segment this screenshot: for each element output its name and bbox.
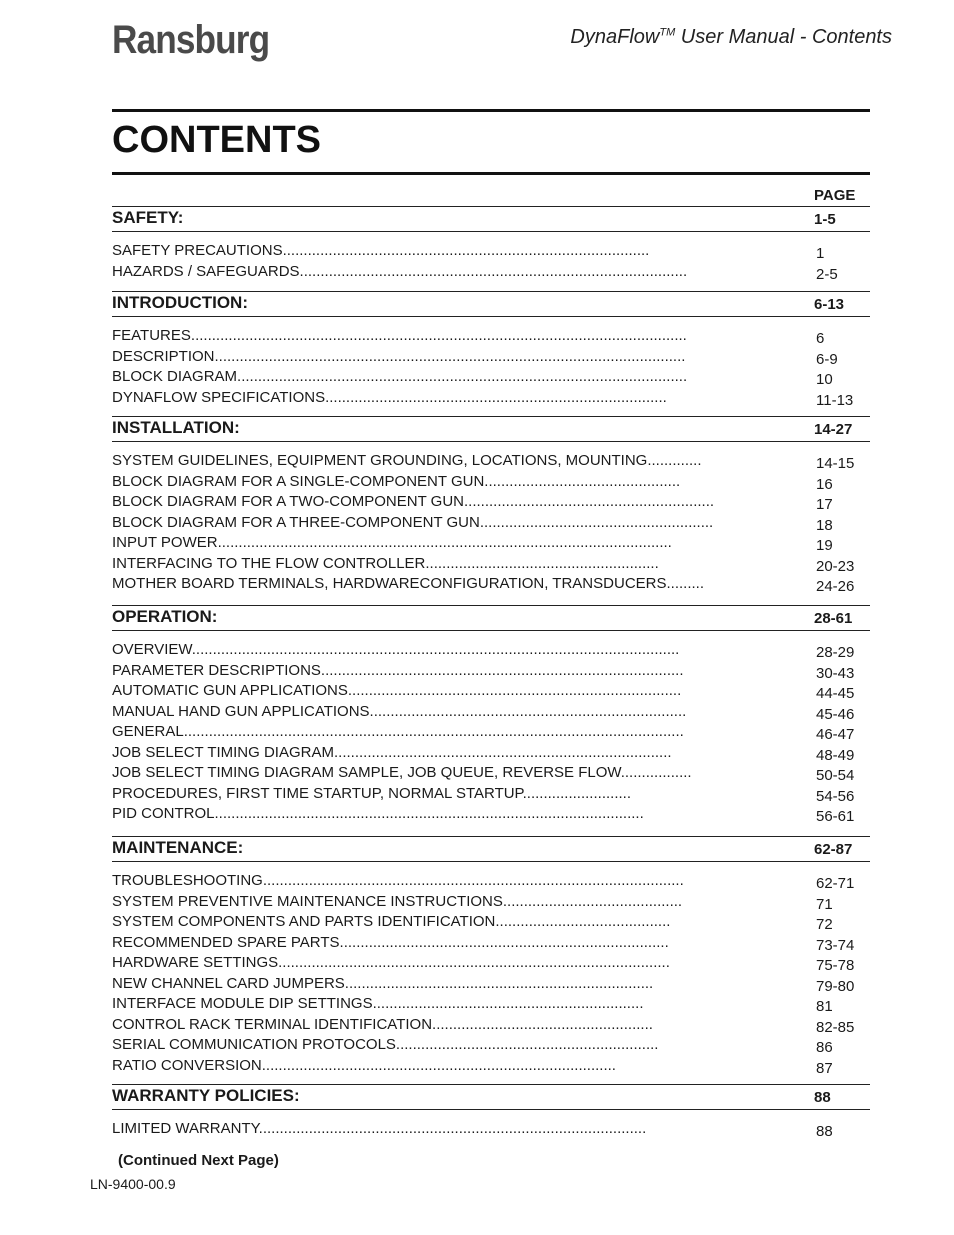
toc-entry-page: 56-61 <box>816 808 855 825</box>
toc-entry[interactable] <box>112 493 870 514</box>
toc-entry-page: 45-46 <box>816 705 855 723</box>
toc-entry-page: 30-43 <box>816 664 855 682</box>
toc-entry-label: TROUBLESHOOTING..................................................................................................... <box>112 872 684 889</box>
section-page-range: 6-13 <box>814 296 845 313</box>
toc-entry[interactable] <box>112 682 870 703</box>
toc-entry[interactable] <box>112 327 870 348</box>
toc-entry-page: 14-15 <box>816 455 855 472</box>
toc-entry[interactable] <box>112 744 870 765</box>
toc-entry-page: 50-54 <box>816 767 855 784</box>
toc-entry-label: INTERFACING TO THE FLOW CONTROLLER........................................................ <box>112 554 659 572</box>
section-title: INTRODUCTION: <box>112 293 248 312</box>
section-page-range: 88 <box>814 1089 831 1106</box>
section-entries <box>112 242 870 283</box>
toc-section <box>112 836 870 1077</box>
toc-entry[interactable] <box>112 913 870 934</box>
section-page-range: 28-61 <box>814 610 853 627</box>
toc-entry-label: HARDWARE SETTINGS.............................................................................................. <box>112 954 670 971</box>
ransburg-logo: Ransburg <box>112 18 270 62</box>
toc-entry-label: DESCRIPTION................................................................................................................. <box>112 347 686 365</box>
toc-entry-label: PID CONTROL....................................................................................................... <box>112 805 644 822</box>
toc-entry[interactable] <box>112 975 870 996</box>
section-header <box>112 416 870 442</box>
toc-entry-label: BLOCK DIAGRAM............................................................................................................ <box>112 368 688 385</box>
page-title: CONTENTS <box>112 119 321 161</box>
toc-entry-label: SERIAL COMMUNICATION PROTOCOLS............................................................... <box>112 1036 659 1053</box>
toc-entry-page: 18 <box>816 516 833 534</box>
toc-entry-label: GENERAL........................................................................................................................ <box>112 723 684 740</box>
toc-entry-label: MOTHER BOARD TERMINALS, HARDWARECONFIGURATION, TRANSDUCERS......... <box>112 575 704 592</box>
toc-entry-page: 2-5 <box>816 265 838 283</box>
toc-entry-page: 28-29 <box>816 644 855 661</box>
document-header-title <box>570 26 892 49</box>
toc-entry-label: CONTROL RACK TERMINAL IDENTIFICATION..................................................... <box>112 1015 653 1033</box>
heading-divider <box>112 172 870 175</box>
toc-entry-label: AUTOMATIC GUN APPLICATIONS................................................................................ <box>112 682 682 699</box>
toc-entry-page: 44-45 <box>816 685 855 702</box>
toc-entry[interactable] <box>112 995 870 1016</box>
toc-entry-label: MANUAL HAND GUN APPLICATIONS............................................................................ <box>112 702 687 720</box>
toc-entry[interactable] <box>112 934 870 955</box>
toc-entry[interactable] <box>112 389 870 410</box>
toc-section <box>112 291 870 409</box>
toc-entry-page: 71 <box>816 895 833 913</box>
section-entries <box>112 327 870 409</box>
toc-entry-label: SYSTEM PREVENTIVE MAINTENANCE INSTRUCTIONS........................................... <box>112 892 683 910</box>
toc-entry[interactable] <box>112 662 870 683</box>
header-title-suffix: User Manual - Contents <box>675 26 892 48</box>
toc-entry-page: 87 <box>816 1059 833 1077</box>
toc-entry-label: BLOCK DIAGRAM FOR A TWO-COMPONENT GUN............................................................ <box>112 493 715 510</box>
toc-entry-page: 19 <box>816 537 833 554</box>
page-column-label: PAGE <box>814 187 856 204</box>
toc-entry-label: SYSTEM COMPONENTS AND PARTS IDENTIFICATION.......................................... <box>112 913 671 930</box>
toc-entry[interactable] <box>112 723 870 744</box>
toc-entry[interactable] <box>112 452 870 473</box>
toc-entry-label: OVERVIEW..................................................................................................................... <box>112 641 680 658</box>
toc-entry[interactable] <box>112 534 870 555</box>
toc-entry-page: 10 <box>816 371 833 388</box>
toc-entry[interactable] <box>112 805 870 826</box>
toc-entry-page: 54-56 <box>816 787 855 805</box>
toc-entry-label: NEW CHANNEL CARD JUMPERS.......................................................................... <box>112 974 654 992</box>
toc-entry[interactable] <box>112 785 870 806</box>
toc-entry[interactable] <box>112 1120 870 1141</box>
toc-entry-page: 16 <box>816 475 833 493</box>
toc-entry[interactable] <box>112 555 870 576</box>
toc-entry-page: 46-47 <box>816 726 855 743</box>
section-page-range: 14-27 <box>814 421 853 438</box>
toc-entry[interactable] <box>112 368 870 389</box>
section-title: WARRANTY POLICIES: <box>112 1086 300 1105</box>
toc-entry-page: 86 <box>816 1039 833 1056</box>
section-title: INSTALLATION: <box>112 418 240 437</box>
section-header <box>112 206 870 232</box>
toc-entry-page: 6-9 <box>816 350 838 368</box>
toc-section <box>112 206 870 283</box>
toc-entry[interactable] <box>112 263 870 284</box>
toc-entry-page: 81 <box>816 998 833 1015</box>
document-code: LN-9400-00.9 <box>90 1176 176 1192</box>
section-title: SAFETY: <box>112 208 184 227</box>
toc-entry[interactable] <box>112 348 870 369</box>
toc-entry[interactable] <box>112 575 870 596</box>
toc-entry-page: 72 <box>816 916 833 933</box>
toc-entry-label: JOB SELECT TIMING DIAGRAM................................................................................. <box>112 743 672 761</box>
toc-entry-page: 73-74 <box>816 936 855 954</box>
toc-entry-page: 79-80 <box>816 977 855 995</box>
toc-entry[interactable] <box>112 1016 870 1037</box>
toc-entry-page: 17 <box>816 496 833 513</box>
toc-entry-label: SAFETY PRECAUTIONS........................................................................................ <box>112 242 650 259</box>
section-page-range: 62-87 <box>814 841 853 858</box>
toc-section <box>112 1084 870 1141</box>
toc-entry-page: 88 <box>816 1123 833 1140</box>
toc-entry-page: 75-78 <box>816 957 855 974</box>
section-page-range: 1-5 <box>814 211 836 228</box>
toc-entry[interactable] <box>112 872 870 893</box>
toc-entry-label: SYSTEM GUIDELINES, EQUIPMENT GROUNDING, LOCATIONS, MOUNTING............. <box>112 452 702 469</box>
section-entries <box>112 1120 870 1141</box>
section-header <box>112 605 870 631</box>
toc-entry[interactable] <box>112 514 870 535</box>
toc-section <box>112 416 870 596</box>
toc-entry-label: HAZARDS / SAFEGUARDS............................................................................................. <box>112 262 688 280</box>
section-title: MAINTENANCE: <box>112 838 244 857</box>
section-entries <box>112 641 870 826</box>
section-entries <box>112 872 870 1077</box>
product-name: DynaFlow <box>570 26 660 48</box>
toc-entry-label: PROCEDURES, FIRST TIME STARTUP, NORMAL STARTUP.......................... <box>112 784 631 802</box>
toc-entry-label: RATIO CONVERSION..................................................................................... <box>112 1056 616 1074</box>
continued-note: (Continued Next Page) <box>118 1152 279 1169</box>
toc-entry-page: 1 <box>816 245 825 262</box>
toc-entry[interactable] <box>112 641 870 662</box>
toc-entry-label: DYNAFLOW SPECIFICATIONS.................................................................................. <box>112 388 667 406</box>
section-title: OPERATION: <box>112 607 218 626</box>
toc-entry-label: BLOCK DIAGRAM FOR A SINGLE-COMPONENT GUN............................................... <box>112 472 681 490</box>
section-header <box>112 836 870 862</box>
toc-entry[interactable] <box>112 473 870 494</box>
toc-entry-page: 20-23 <box>816 557 855 575</box>
toc-entry-page: 24-26 <box>816 578 855 595</box>
toc-entry[interactable] <box>112 242 870 263</box>
section-header <box>112 291 870 317</box>
toc-entry-label: LIMITED WARRANTY............................................................................................. <box>112 1120 647 1137</box>
top-divider <box>112 109 870 112</box>
toc-entry[interactable] <box>112 1057 870 1078</box>
toc-entry-page: 82-85 <box>816 1018 855 1036</box>
toc-entry-label: PARAMETER DESCRIPTIONS....................................................................................... <box>112 661 684 679</box>
toc-entry-label: FEATURES....................................................................................................................... <box>112 327 687 344</box>
section-entries <box>112 452 870 596</box>
section-header <box>112 1084 870 1110</box>
toc-entry[interactable] <box>112 703 870 724</box>
toc-entry-label: BLOCK DIAGRAM FOR A THREE-COMPONENT GUN........................................................ <box>112 513 714 531</box>
toc-entry-label: INPUT POWER............................................................................................................. <box>112 534 672 551</box>
toc-entry-label: JOB SELECT TIMING DIAGRAM SAMPLE, JOB QUEUE, REVERSE FLOW................. <box>112 764 692 781</box>
toc-section <box>112 605 870 826</box>
toc-entry-page: 11-13 <box>816 391 854 409</box>
toc-entry-label: INTERFACE MODULE DIP SETTINGS................................................................. <box>112 995 644 1012</box>
toc-entry[interactable] <box>112 893 870 914</box>
toc-entry[interactable] <box>112 764 870 785</box>
toc-entry-page: 62-71 <box>816 875 855 892</box>
toc-entry-page: 6 <box>816 330 825 347</box>
toc-entry-page: 48-49 <box>816 746 855 764</box>
toc-entry[interactable] <box>112 954 870 975</box>
trademark-mark: TM <box>659 26 676 39</box>
toc-entry[interactable] <box>112 1036 870 1057</box>
toc-entry-label: RECOMMENDED SPARE PARTS............................................................................... <box>112 933 669 951</box>
